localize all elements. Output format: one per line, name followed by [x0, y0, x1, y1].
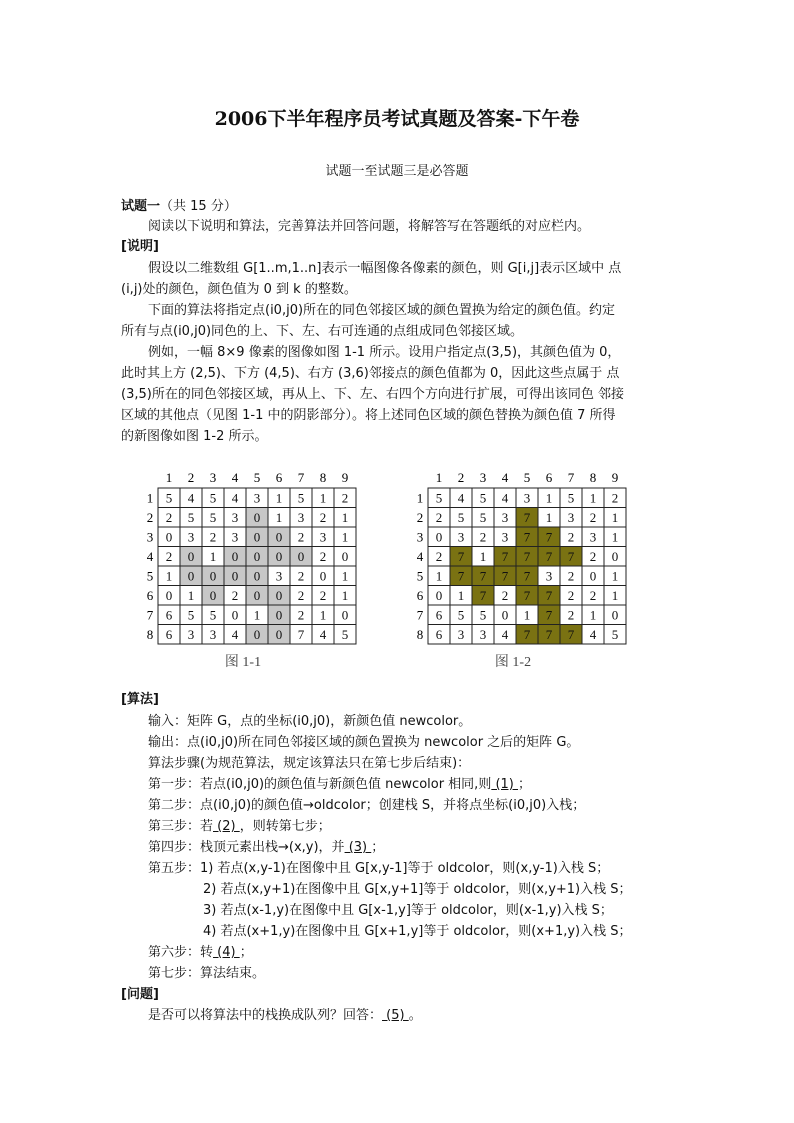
cell-value: 7	[457, 548, 465, 564]
figure-1-1	[140, 468, 370, 672]
cell-value: 5	[187, 509, 195, 525]
cell-value: 1	[275, 509, 283, 525]
cell-value: 0	[611, 607, 619, 623]
cell-value: 0	[275, 607, 283, 623]
row-label: 7	[146, 607, 154, 623]
col-label: 9	[341, 470, 349, 485]
alg-line: 4) 若点(x+1,y)在图像中且 G[x+1,y]等于 oldcolor，则(x+1,y)入栈 S；	[203, 924, 632, 939]
page-title: 2006下半年程序员考试真题及答案-下午卷	[214, 108, 580, 130]
cell-value: 5	[341, 626, 349, 642]
row-label: 2	[146, 509, 154, 525]
blank-2[interactable]: (2)	[213, 819, 240, 834]
cell-value: 1	[611, 587, 619, 603]
col-label: 5	[523, 470, 531, 485]
cell-value: 0	[165, 587, 173, 603]
cell-value: 0	[275, 626, 283, 642]
cell-value: 5	[187, 607, 195, 623]
figure-caption: 图 1-1	[224, 655, 262, 670]
cell-value: 7	[545, 548, 553, 564]
cell-value: 2	[165, 548, 173, 564]
cell-value: 2	[231, 587, 239, 603]
intro-text: 阅读以下说明和算法，完善算法并回答问题，将解答写在答题纸的对应栏内。	[148, 219, 591, 234]
cell-value: 4	[231, 490, 239, 506]
cell-value: 5	[209, 607, 217, 623]
cell-value: 4	[457, 490, 465, 506]
cell-value: 1	[319, 607, 327, 623]
cell-value: 7	[523, 529, 531, 545]
cell-value: 3	[253, 490, 261, 506]
row-label: 7	[416, 607, 424, 623]
cell-value: 2	[341, 490, 349, 506]
question-number: 试题一	[121, 199, 161, 214]
cell-value: 0	[165, 529, 173, 545]
col-label: 5	[253, 470, 261, 485]
cell-value: 0	[297, 548, 305, 564]
figure-1-2-grid	[410, 468, 646, 672]
alg-step-tail: ；	[518, 777, 532, 792]
cell-value: 7	[457, 568, 465, 584]
col-label: 7	[297, 470, 305, 485]
row-label: 8	[416, 626, 424, 642]
cell-value: 7	[479, 568, 487, 584]
cell-value: 1	[611, 529, 619, 545]
question-text	[148, 1008, 422, 1024]
cell-value: 5	[457, 607, 465, 623]
cell-value: 2	[435, 509, 443, 525]
row-label: 6	[146, 587, 154, 603]
cell-value: 2	[611, 490, 619, 506]
alg-step-1	[148, 777, 531, 793]
cell-value: 0	[209, 587, 217, 603]
cell-value: 3	[545, 568, 553, 584]
alg-step-text: 第四步：栈顶元素出栈→(x,y)，并	[148, 840, 345, 855]
alg-step-text: 第六步：转	[148, 945, 214, 960]
cell-value: 0	[253, 587, 261, 603]
description-heading: [说明]	[121, 239, 159, 254]
alg-step-3	[148, 819, 331, 835]
cell-value: 6	[435, 607, 443, 623]
row-label: 4	[416, 548, 424, 564]
row-label: 3	[416, 529, 424, 545]
cell-value: 1	[253, 607, 261, 623]
alg-step-4	[148, 840, 384, 856]
cell-value: 3	[501, 529, 509, 545]
cell-value: 1	[545, 509, 553, 525]
cell-value: 3	[187, 626, 195, 642]
cell-value: 3	[523, 490, 531, 506]
question-heading	[121, 199, 237, 215]
cell-value: 2	[297, 529, 305, 545]
cell-value: 4	[187, 490, 195, 506]
desc-line: 的新图像如图 1-2 所示。	[121, 429, 268, 444]
figure-caption: 图 1-2	[494, 655, 532, 670]
cell-value: 0	[253, 568, 261, 584]
cell-value: 4	[589, 626, 597, 642]
cell-value: 0	[187, 548, 195, 564]
cell-value: 2	[297, 607, 305, 623]
cell-value: 3	[319, 529, 327, 545]
cell-value: 5	[209, 490, 217, 506]
cell-value: 1	[341, 509, 349, 525]
cell-value: 0	[435, 587, 443, 603]
alg-line: 第七步：算法结束。	[148, 966, 266, 981]
cell-value: 5	[457, 509, 465, 525]
cell-value: 1	[341, 568, 349, 584]
row-label: 2	[416, 509, 424, 525]
question-prompt: 是否可以将算法中的栈换成队列？回答：	[148, 1008, 383, 1023]
cell-value: 1	[341, 587, 349, 603]
blank-5[interactable]: (5)	[382, 1008, 409, 1023]
alg-step-text: 第三步：若	[148, 819, 214, 834]
cell-value: 0	[231, 607, 239, 623]
desc-line: (3,5)所在的同色邻接区域，再从上、下、左、右四个方向进行扩展，可得出该同色 邻接	[121, 387, 624, 402]
row-label: 1	[416, 490, 424, 506]
cell-value: 3	[457, 529, 465, 545]
alg-step-tail: ；	[239, 945, 253, 960]
cell-value: 2	[479, 529, 487, 545]
figure-1-1-grid	[140, 468, 370, 672]
col-label: 6	[275, 470, 283, 485]
desc-line: 假设以二维数组 G[1..m,1..n]表示一幅图像各像素的颜色，则 G[i,j]表示区域中 点	[148, 261, 622, 276]
algorithm-heading: [算法]	[121, 692, 159, 707]
cell-value: 1	[319, 490, 327, 506]
cell-value: 3	[589, 529, 597, 545]
cell-value: 7	[567, 548, 575, 564]
cell-value: 0	[253, 548, 261, 564]
desc-line: 此时其上方 (2,5)、下方 (4,5)、右方 (3,6)邻接点的颜色值都为 0，因此这些点属于 点	[121, 366, 620, 381]
col-label: 3	[479, 470, 487, 485]
cell-value: 0	[435, 529, 443, 545]
col-label: 1	[165, 470, 173, 485]
question-section-heading: [问题]	[121, 987, 159, 1002]
cell-value: 0	[611, 548, 619, 564]
cell-value: 7	[501, 568, 509, 584]
alg-line: 算法步骤(为规范算法，规定该算法只在第七步后结束)：	[148, 756, 471, 771]
cell-value: 4	[319, 626, 327, 642]
cell-value: 5	[479, 490, 487, 506]
cell-value: 1	[589, 490, 597, 506]
cell-value: 6	[435, 626, 443, 642]
cell-value: 0	[341, 548, 349, 564]
cell-value: 1	[457, 587, 465, 603]
cell-value: 3	[297, 509, 305, 525]
alg-line: 输入：矩阵 G，点的坐标(i0,j0)，新颜色值 newcolor。	[148, 714, 472, 729]
cell-value: 4	[501, 626, 509, 642]
page-subtitle: 试题一至试题三是必答题	[325, 164, 469, 179]
col-label: 4	[501, 470, 509, 485]
cell-value: 1	[209, 548, 217, 564]
cell-value: 5	[479, 607, 487, 623]
cell-value: 3	[479, 626, 487, 642]
cell-value: 0	[253, 509, 261, 525]
cell-value: 6	[165, 607, 173, 623]
cell-value: 1	[275, 490, 283, 506]
cell-value: 0	[319, 568, 327, 584]
cell-value: 2	[589, 587, 597, 603]
cell-value: 5	[435, 490, 443, 506]
cell-value: 3	[457, 626, 465, 642]
cell-value: 2	[319, 509, 327, 525]
alg-step-tail: ；	[371, 840, 385, 855]
cell-value: 1	[611, 568, 619, 584]
col-label: 2	[187, 470, 195, 485]
cell-value: 2	[435, 548, 443, 564]
cell-value: 0	[341, 607, 349, 623]
cell-value: 5	[209, 509, 217, 525]
cell-value: 3	[231, 529, 239, 545]
col-label: 1	[435, 470, 443, 485]
cell-value: 2	[501, 587, 509, 603]
row-label: 5	[146, 568, 154, 584]
alg-step-text: 第一步：若点(i0,j0)的颜色值与新颜色值 newcolor 相同,则	[148, 777, 492, 792]
cell-value: 7	[523, 509, 531, 525]
desc-line: (i,j)处的颜色，颜色值为 0 到 k 的整数。	[121, 282, 357, 297]
cell-value: 2	[165, 509, 173, 525]
cell-value: 7	[545, 529, 553, 545]
cell-value: 6	[165, 626, 173, 642]
cell-value: 2	[589, 548, 597, 564]
cell-value: 1	[545, 490, 553, 506]
alg-step-tail: ，则转第七步；	[239, 819, 331, 834]
cell-value: 2	[567, 607, 575, 623]
col-label: 9	[611, 470, 619, 485]
cell-value: 2	[567, 568, 575, 584]
cell-value: 2	[319, 587, 327, 603]
cell-value: 1	[479, 548, 487, 564]
col-label: 6	[545, 470, 553, 485]
alg-step-6	[148, 945, 253, 961]
cell-value: 2	[209, 529, 217, 545]
cell-value: 3	[209, 626, 217, 642]
cell-value: 0	[275, 529, 283, 545]
blank-1[interactable]: (1)	[491, 777, 519, 792]
cell-value: 2	[567, 587, 575, 603]
cell-value: 3	[567, 509, 575, 525]
cell-value: 7	[523, 626, 531, 642]
cell-value: 0	[253, 626, 261, 642]
cell-value: 7	[523, 587, 531, 603]
cell-value: 1	[165, 568, 173, 584]
cell-value: 1	[611, 509, 619, 525]
cell-value: 2	[297, 568, 305, 584]
col-label: 2	[457, 470, 465, 485]
cell-value: 7	[545, 607, 553, 623]
row-label: 5	[416, 568, 424, 584]
cell-value: 0	[275, 587, 283, 603]
cell-value: 1	[589, 607, 597, 623]
cell-value: 0	[589, 568, 597, 584]
cell-value: 3	[275, 568, 283, 584]
alg-line: 输出：点(i0,j0)所在同色邻接区域的颜色置换为 newcolor 之后的矩阵 G。	[148, 735, 580, 750]
alg-line: 第五步：1) 若点(x,y-1)在图像中且 G[x,y-1]等于 oldcolor，则(x,y-1)入栈 S；	[148, 861, 610, 876]
cell-value: 0	[253, 529, 261, 545]
figure-1-2	[410, 468, 646, 672]
cell-value: 5	[165, 490, 173, 506]
cell-value: 2	[319, 548, 327, 564]
cell-value: 5	[297, 490, 305, 506]
alg-line: 第二步：点(i0,j0)的颜色值→oldcolor；创建栈 S，并将点坐标(i0,j0)入栈；	[148, 798, 586, 813]
cell-value: 1	[341, 529, 349, 545]
desc-line: 下面的算法将指定点(i0,j0)所在的同色邻接区域的颜色置换为给定的颜色值。约定	[148, 303, 616, 318]
alg-line: 3) 若点(x-1,y)在图像中且 G[x-1,y]等于 oldcolor，则(x-1,y)入栈 S；	[203, 903, 613, 918]
cell-value: 1	[435, 568, 443, 584]
cell-value: 3	[187, 529, 195, 545]
cell-value: 0	[187, 568, 195, 584]
desc-line: 例如，一幅 8×9 像素的图像如图 1-1 所示。设用户指定点(3,5)，其颜色值为 0，	[148, 345, 621, 360]
alg-line: 2) 若点(x,y+1)在图像中且 G[x,y+1]等于 oldcolor，则(x,y+1)入栈 S；	[203, 882, 632, 897]
cell-value: 7	[479, 587, 487, 603]
question-tail: 。	[408, 1008, 422, 1023]
cell-value: 5	[611, 626, 619, 642]
cell-value: 2	[589, 509, 597, 525]
cell-value: 7	[545, 587, 553, 603]
cell-value: 0	[275, 548, 283, 564]
cell-value: 7	[523, 568, 531, 584]
cell-value: 7	[501, 548, 509, 564]
desc-line: 区域的其他点（见图 1-1 中的阴影部分）。将上述同色区域的颜色替换为颜色值 7 所得	[121, 408, 616, 423]
col-label: 7	[567, 470, 575, 485]
cell-value: 7	[545, 626, 553, 642]
cell-value: 2	[297, 587, 305, 603]
row-label: 6	[416, 587, 424, 603]
cell-value: 3	[231, 509, 239, 525]
col-label: 4	[231, 470, 239, 485]
row-label: 1	[146, 490, 154, 506]
cell-value: 2	[567, 529, 575, 545]
row-label: 8	[146, 626, 154, 642]
cell-value: 7	[297, 626, 305, 642]
row-label: 3	[146, 529, 154, 545]
cell-value: 0	[231, 568, 239, 584]
cell-value: 7	[567, 626, 575, 642]
cell-value: 4	[231, 626, 239, 642]
question-score: （共 15 分）	[160, 199, 237, 214]
blank-4[interactable]: (4)	[213, 945, 240, 960]
cell-value: 0	[501, 607, 509, 623]
col-label: 8	[589, 470, 597, 485]
row-label: 4	[146, 548, 154, 564]
desc-line: 所有与点(i0,j0)同色的上、下、左、右可连通的点组成同色邻接区域。	[121, 324, 524, 339]
blank-3[interactable]: (3)	[344, 840, 372, 855]
col-label: 3	[209, 470, 217, 485]
cell-value: 3	[501, 509, 509, 525]
cell-value: 0	[231, 548, 239, 564]
cell-value: 4	[501, 490, 509, 506]
col-label: 8	[319, 470, 327, 485]
cell-value: 1	[187, 587, 195, 603]
cell-value: 5	[479, 509, 487, 525]
cell-value: 5	[567, 490, 575, 506]
cell-value: 0	[209, 568, 217, 584]
cell-value: 1	[523, 607, 531, 623]
cell-value: 7	[523, 548, 531, 564]
